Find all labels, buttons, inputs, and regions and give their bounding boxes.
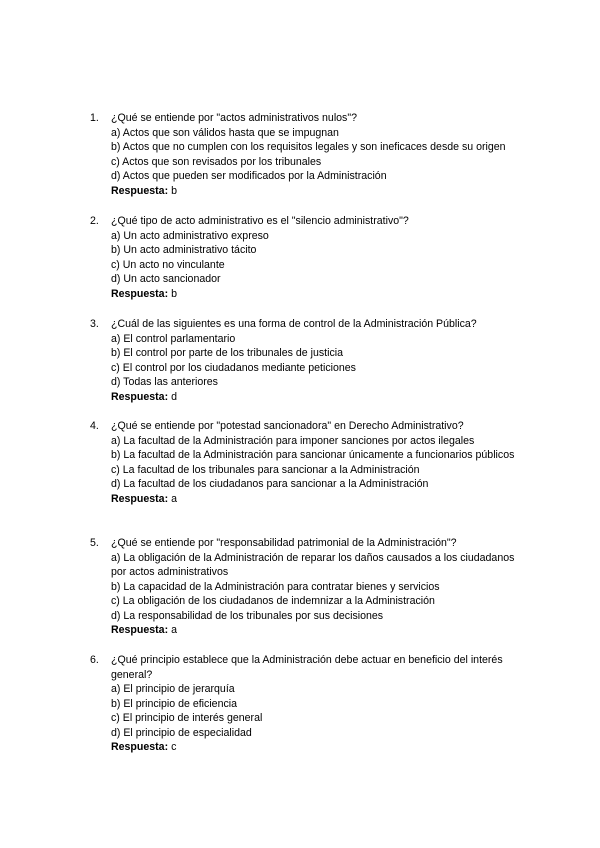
question-number: 3. <box>90 318 99 330</box>
question-text: ¿Qué se entiende por "responsabilidad patrimonial de la Administración"? <box>111 537 457 549</box>
option-d: d) Todas las anteriores <box>111 376 218 388</box>
question-number: 1. <box>90 112 99 124</box>
answer-line <box>111 623 530 638</box>
question-number: 6. <box>90 654 99 666</box>
answer-line <box>111 492 530 507</box>
option-list <box>111 332 530 390</box>
option-a: a) Un acto administrativo expreso <box>111 229 269 242</box>
answer-label: Respuesta: <box>111 184 169 197</box>
option-c: c) La facultad de los tribunales para sancionar a la Administración <box>111 463 420 476</box>
answer-value: a <box>171 492 177 505</box>
question-text: ¿Qué se entiende por "potestad sancionadora" en Derecho Administrativo? <box>111 420 464 432</box>
option-b: b) Actos que no cumplen con los requisitos legales y son ineficaces desde su origen <box>111 141 506 153</box>
answer-line <box>111 390 530 405</box>
option-c: c) El control por los ciudadanos mediante peticiones <box>111 361 356 374</box>
option-d: d) Actos que pueden ser modificados por la Administración <box>111 170 387 182</box>
question-text: ¿Qué principio establece que la Administración debe actuar en beneficio del interés general? <box>111 654 503 681</box>
answer-line <box>111 184 530 199</box>
option-c: c) La obligación de los ciudadanos de indemnizar a la Administración <box>111 595 435 607</box>
option-a: a) La obligación de la Administración de reparar los daños causados a los ciudadanos por actos administrativos <box>111 551 515 578</box>
answer-label: Respuesta: <box>111 287 169 300</box>
option-a: a) Actos que son válidos hasta que se impugnan <box>111 126 339 139</box>
answer-value: c <box>171 741 177 753</box>
question-text: ¿Cuál de las siguientes es una forma de control de la Administración Pública? <box>111 318 477 330</box>
option-c: c) Un acto no vinculante <box>111 258 225 271</box>
option-b: b) La capacidad de la Administración para contratar bienes y servicios <box>111 580 440 593</box>
option-c: c) Actos que son revisados por los tribunales <box>111 155 322 168</box>
option-list <box>111 229 530 287</box>
question-text: ¿Qué tipo de acto administrativo es el "silencio administrativo"? <box>111 215 409 227</box>
option-list <box>111 126 530 184</box>
question-number: 4. <box>90 420 99 432</box>
answer-label: Respuesta: <box>111 492 169 505</box>
answer-line <box>111 287 530 302</box>
option-a: a) El principio de jerarquía <box>111 683 235 695</box>
answer-label: Respuesta: <box>111 624 169 636</box>
question-2 <box>90 214 530 301</box>
option-c: c) El principio de interés general <box>111 712 263 724</box>
question-4 <box>90 419 530 506</box>
option-b: b) El principio de eficiencia <box>111 697 238 710</box>
option-d: d) La responsabilidad de los tribunales por sus decisiones <box>111 609 384 622</box>
question-3 <box>90 317 530 404</box>
question-5 <box>90 536 530 638</box>
question-6 <box>90 653 530 755</box>
option-list <box>111 434 530 492</box>
option-d: d) El principio de especialidad <box>111 726 252 739</box>
answer-line <box>111 740 530 755</box>
answer-label: Respuesta: <box>111 390 169 403</box>
answer-label: Respuesta: <box>111 741 169 753</box>
option-d: d) La facultad de los ciudadanos para sancionar a la Administración <box>111 478 429 490</box>
answer-value: b <box>171 184 177 197</box>
option-list <box>111 682 530 740</box>
option-b: b) El control por parte de los tribunales de justicia <box>111 347 344 359</box>
answer-value: a <box>171 624 177 636</box>
answer-value: b <box>171 287 177 300</box>
question-1 <box>90 111 530 198</box>
question-number: 5. <box>90 537 99 549</box>
option-a: a) El control parlamentario <box>111 332 236 345</box>
option-b: b) Un acto administrativo tácito <box>111 244 257 256</box>
option-a: a) La facultad de la Administración para imponer sanciones por actos ilegales <box>111 434 475 447</box>
answer-value: d <box>171 390 177 403</box>
option-d: d) Un acto sancionador <box>111 273 221 285</box>
question-number: 2. <box>90 215 99 227</box>
option-b: b) La facultad de la Administración para sancionar únicamente a funcionarios públicos <box>111 449 515 461</box>
question-text: ¿Qué se entiende por "actos administrativos nulos"? <box>111 112 358 124</box>
option-list <box>111 551 530 624</box>
